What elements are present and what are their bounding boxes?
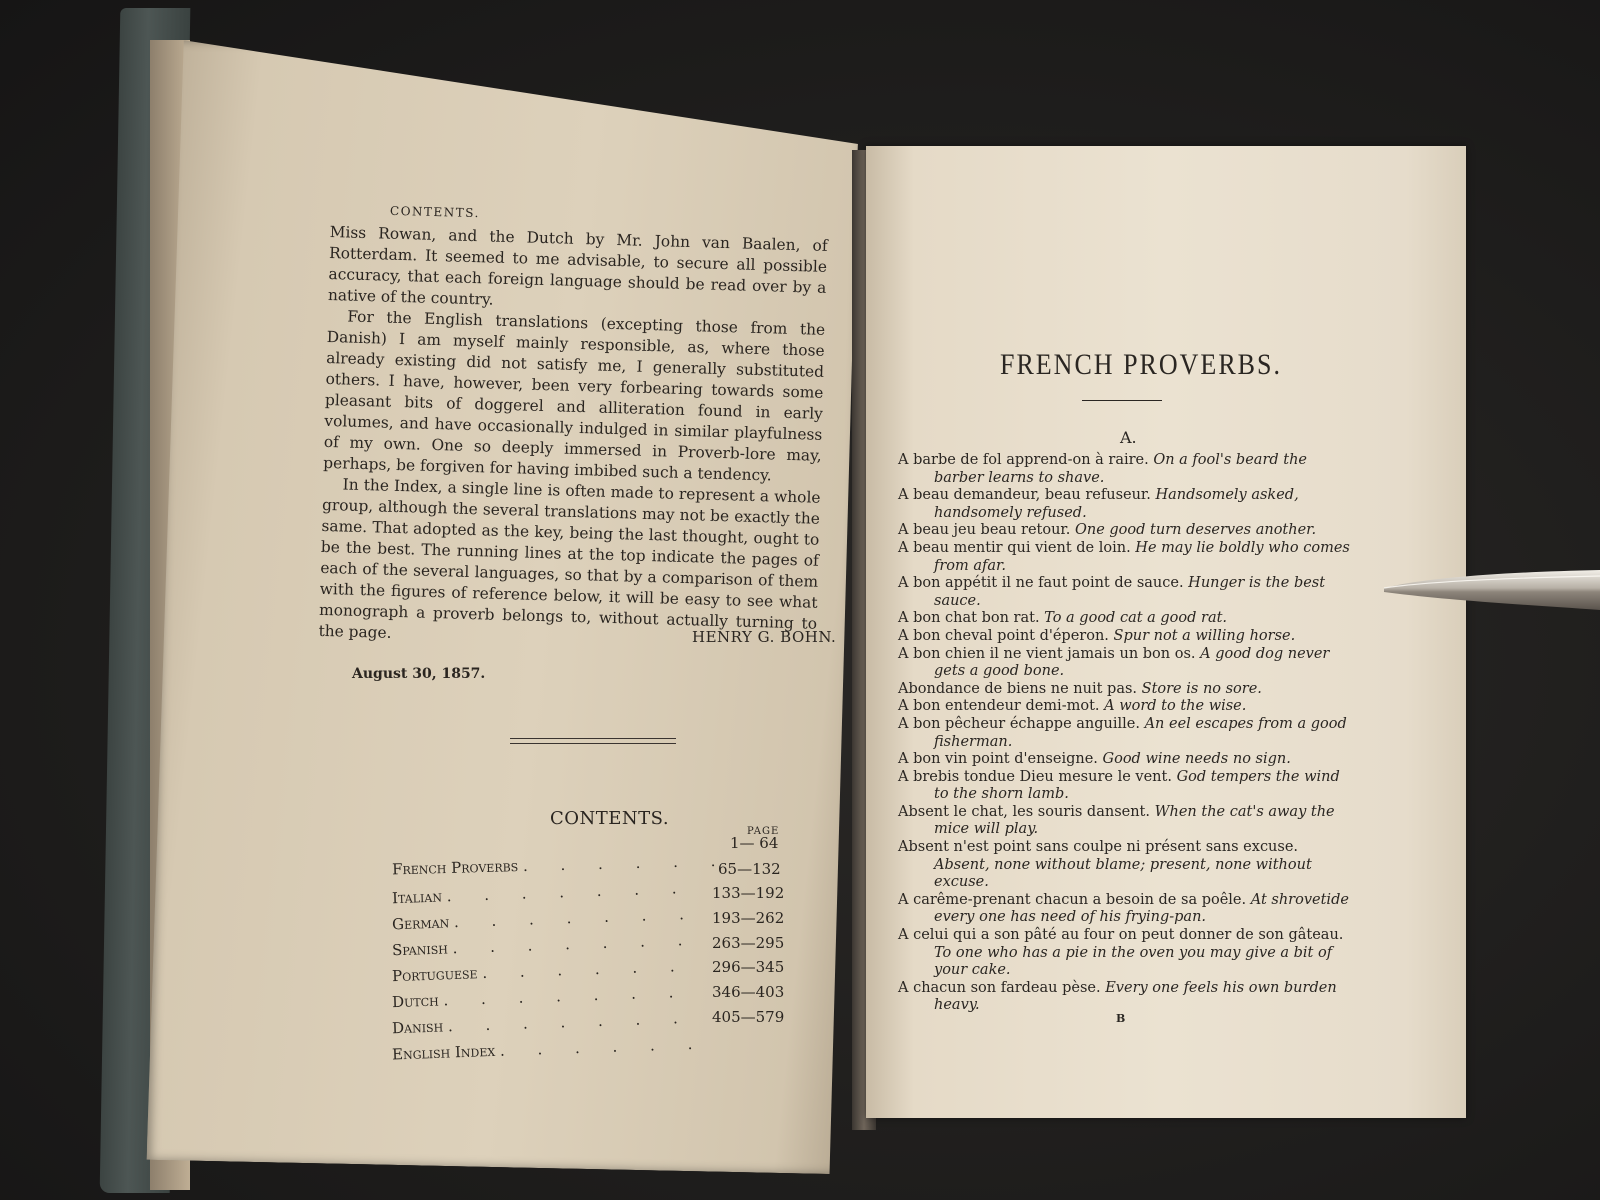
- proverb-french: Abondance de biens ne nuit pas.: [898, 680, 1138, 697]
- toc-title: CONTENTS.: [550, 808, 670, 829]
- proverb-entry: [898, 522, 1354, 540]
- proverb-entry: [898, 575, 1354, 610]
- proverb-french: A beau demandeur, beau refuseur.: [898, 487, 1151, 504]
- proverb-english: Spur not a willing horse.: [1113, 627, 1296, 644]
- proverb-english: Good wine needs no sign.: [1102, 751, 1291, 768]
- proverb-entry: [898, 716, 1354, 751]
- proverb-english: One good turn deserves another.: [1074, 522, 1317, 539]
- toc-leader-dots: . . . . . .: [481, 956, 689, 983]
- proverb-english: On a fool's beard the barber learns to shave.: [934, 452, 1308, 486]
- toc-label: German: [391, 913, 450, 934]
- proverb-entry: [898, 839, 1354, 892]
- toc-leader-dots: . . . . . . .: [453, 904, 699, 932]
- title-rule: [1082, 400, 1162, 401]
- toc-label: Dutch: [391, 991, 440, 1012]
- preface-paragraph: In the Index, a single line is often made to represent a whole group, although the several translations may not be exactly the same. That adopted as the key, being the last thought, ought to be the best. The running lines at the top indicate the pages of each of the several languages, so that by a comparison of them with the figures of reference below, it will be easy to see what monograph a proverb belongs to, without actually turning to the page.: [318, 475, 821, 642]
- proverb-english: When the cat's away the mice will play.: [934, 803, 1335, 838]
- toc-label: Spanish: [391, 939, 449, 960]
- knife-pointer: [1384, 570, 1600, 622]
- double-rule-divider: [510, 738, 676, 744]
- proverb-french: A brebis tondue Dieu mesure le vent.: [898, 768, 1172, 785]
- toc-leader-dots: . . . . . .: [522, 851, 730, 875]
- proverb-french: A chacun son fardeau pèse.: [898, 979, 1101, 996]
- preface-paragraph: Miss Rowan, and the Dutch by Mr. John van Baalen, of Rotterdam. It seemed to me advisable, to secure all possible accuracy, that each foreign language should be read over by a native of the country.: [327, 222, 828, 309]
- toc-label: Portuguese: [391, 964, 478, 986]
- proverb-english: To one who has a pie in the oven you may give a bit of your cake.: [934, 944, 1333, 979]
- toc-range: 296—345: [712, 958, 785, 976]
- proverb-french: A barbe de fol apprend-on à raire.: [898, 452, 1149, 468]
- preface-paragraph: For the English translations (excepting those from the Danish) I am myself mainly responsible, as, where those already existing did not satisfy me, I generally substituted others. I have, however, been very forbearing towards some pleasant bits of doggerel and alliteration found in early volumes, and have occasionally indulged in similar playfulness of my own. One so deeply immersed in Proverb-lore may, perhaps, be forgiven for having imbibed such a tendency.: [323, 307, 826, 485]
- proverb-entry: [898, 487, 1354, 522]
- section-letter: A.: [1120, 428, 1137, 447]
- toc-label: French Proverbs: [391, 857, 519, 879]
- page-title: FRENCH PROVERBS.: [1000, 347, 1282, 382]
- proverb-french: A bon chien il ne vient jamais un bon os.: [898, 645, 1196, 662]
- toc-label: English Index: [391, 1041, 496, 1064]
- toc-range: 193—262: [712, 909, 785, 927]
- proverb-entry: [898, 698, 1354, 716]
- toc-leader-dots: . . . . . .: [499, 1034, 707, 1060]
- proverb-french: Absent le chat, les souris dansent.: [898, 803, 1150, 820]
- toc-range: 263—295: [712, 934, 785, 952]
- proverb-entry: [898, 892, 1354, 927]
- toc-page-header: PAGE: [747, 826, 780, 837]
- proverb-english: To a good cat a good rat.: [1044, 610, 1228, 627]
- proverb-entry: [898, 646, 1354, 681]
- proverb-entry: [898, 681, 1354, 699]
- proverb-entry: [898, 769, 1354, 804]
- proverb-french: A beau jeu beau retour.: [898, 522, 1071, 539]
- proverb-entry: [898, 751, 1354, 769]
- proverb-french: A carême-prenant chacun a besoin de sa poêle.: [898, 891, 1247, 908]
- signature-mark: B: [1116, 1012, 1126, 1025]
- preface-date: August 30, 1857.: [352, 666, 486, 682]
- proverb-list: [898, 452, 1354, 1015]
- toc-range: 346—403: [712, 983, 785, 1001]
- proverb-english: He may lie boldly who comes from afar.: [934, 539, 1350, 574]
- proverb-english: A word to the wise.: [1104, 698, 1247, 715]
- proverb-english: Handsomely asked, handsomely refused.: [934, 487, 1299, 521]
- proverb-french: A celui qui a son pâté au four on peut donner de son gâteau.: [898, 927, 1344, 944]
- toc-label: Italian: [391, 887, 443, 908]
- proverb-french: A bon appétit il ne faut point de sauce.: [898, 575, 1184, 592]
- proverb-entry: [898, 610, 1354, 628]
- toc-range: 65—132: [718, 860, 781, 878]
- proverb-english: Every one feels his own burden heavy.: [934, 979, 1337, 1014]
- proverb-french: Absent n'est point sans coulpe ni présent sans excuse.: [898, 839, 1299, 856]
- proverb-english: God tempers the wind to the shorn lamb.: [934, 768, 1340, 803]
- proverb-english: At shrovetide every one has need of his frying-pan.: [934, 891, 1349, 926]
- toc-leader-dots: . . . . . . .: [443, 982, 688, 1010]
- proverb-french: A bon pêcheur échappe anguille.: [898, 715, 1140, 732]
- proverb-entry: [898, 927, 1354, 980]
- proverb-french: A bon entendeur demi-mot.: [898, 698, 1100, 715]
- toc-label: Danish: [391, 1017, 444, 1038]
- proverb-english: An eel escapes from a good fisherman.: [934, 715, 1347, 750]
- proverb-entry: [898, 628, 1354, 646]
- author-signature: HENRY G. BOHN.: [692, 628, 837, 646]
- proverb-entry: [898, 540, 1354, 575]
- preface-text: [318, 222, 828, 656]
- proverb-english: Store is no sore.: [1141, 680, 1262, 697]
- toc-leader-dots: . . . . . . .: [447, 1008, 693, 1036]
- proverb-entry: [898, 980, 1354, 1015]
- proverb-french: A bon chat bon rat.: [898, 610, 1040, 627]
- proverb-entry: [898, 804, 1354, 839]
- proverb-french: A beau mentir qui vient de loin.: [898, 539, 1131, 556]
- proverb-entry: [898, 452, 1354, 487]
- toc-range: 1— 64: [730, 834, 779, 852]
- running-head: CONTENTS.: [389, 203, 481, 221]
- proverb-english: A good dog never gets a good bone.: [934, 645, 1330, 680]
- toc-leader-dots: . . . . . . .: [452, 930, 697, 958]
- proverb-french: A bon vin point d'enseigne.: [898, 751, 1098, 768]
- toc-leader-dots: . . . . . . .: [446, 878, 691, 906]
- proverb-english: Hunger is the best sauce.: [934, 575, 1326, 609]
- toc-range: 405—579: [712, 1008, 785, 1026]
- proverb-english: Absent, none without blame; present, none without excuse.: [934, 856, 1312, 891]
- proverb-french: A bon cheval point d'éperon.: [898, 627, 1109, 644]
- toc-range: 133—192: [712, 884, 785, 902]
